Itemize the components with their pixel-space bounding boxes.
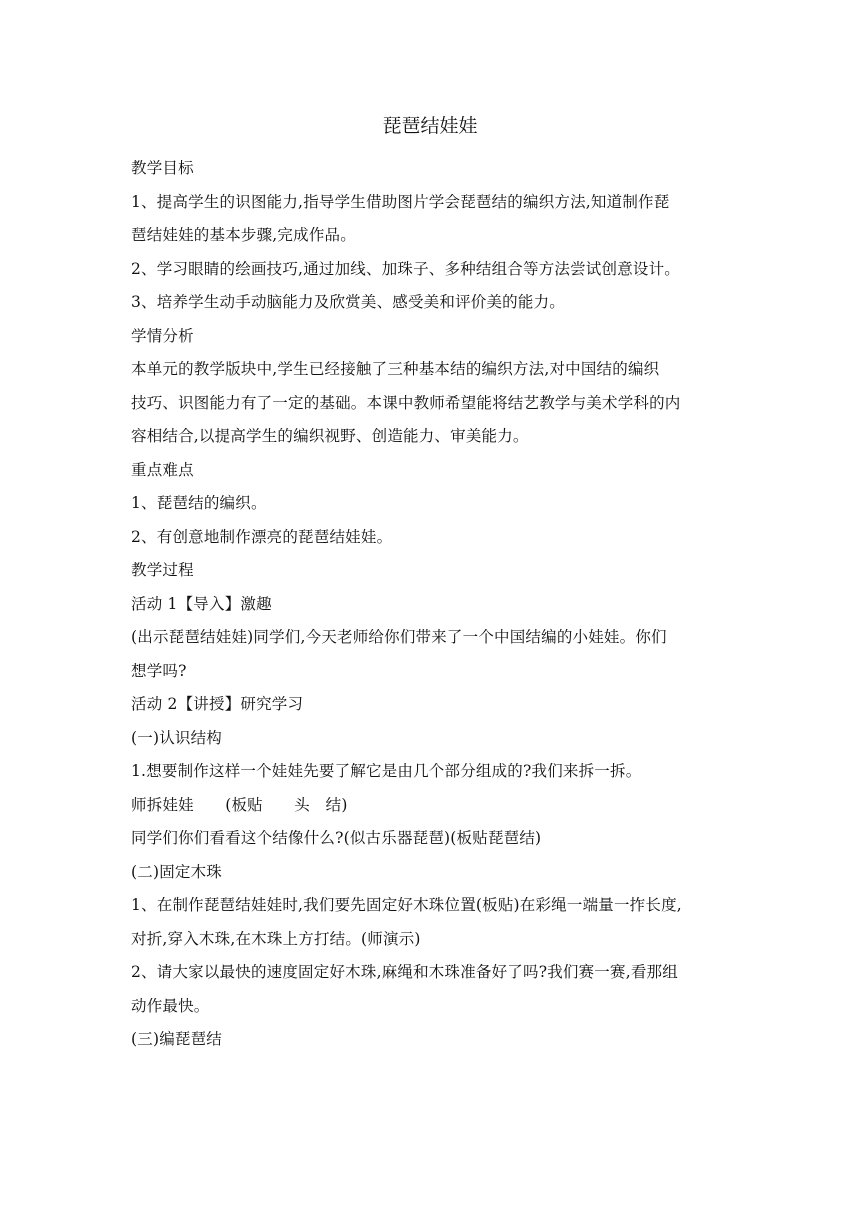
paragraph-line: 动作最快。	[131, 996, 210, 1015]
paragraph-line: 1、琵琶结的编织。	[131, 494, 267, 512]
paragraph-line: 2、有创意地制作漂亮的琵琶结娃娃。	[131, 527, 393, 546]
paragraph-line: 1.想要制作这样一个娃娃先要了解它是由几个部分组成的?我们来拆一拆。	[131, 762, 642, 780]
paragraph-line: 技巧、识图能力有了一定的基础。本课中教师希望能将结艺教学与美术学科的内	[131, 393, 681, 412]
section-heading-process: 教学过程	[131, 561, 194, 579]
activity-heading: 活动 2【讲授】研究学习	[131, 695, 304, 713]
subsection-heading: (一)认识结构	[131, 728, 222, 747]
subsection-heading: (三)编琵琶结	[131, 1030, 222, 1048]
paragraph-line: 同学们你们看看这个结像什么?(似古乐器琵琶)(板贴琵琶结)	[131, 829, 542, 847]
paragraph-line: 1、提高学生的识图能力,指导学生借助图片学会琵琶结的编织方法,知道制作琵	[131, 192, 670, 211]
paragraph-line: (出示琵琶结娃娃)同学们,今天老师给你们带来了一个中国结编的小娃娃。你们	[131, 628, 667, 646]
section-heading-analysis: 学情分析	[131, 326, 194, 345]
paragraph-line: 本单元的教学版块中,学生已经接触了三种基本结的编织方法,对中国结的编织	[131, 360, 660, 378]
paragraph-line: 师拆娃娃 (板贴 头 结)	[131, 795, 348, 814]
paragraph-line: 2、请大家以最快的速度固定好木珠,麻绳和木珠准备好了吗?我们赛一赛,看那组	[131, 963, 678, 981]
paragraph-line: 想学吗?	[131, 661, 187, 680]
section-heading-key-points: 重点难点	[131, 460, 194, 479]
subsection-heading: (二)固定木珠	[131, 862, 222, 881]
paragraph-line: 1、在制作琵琶结娃娃时,我们要先固定好木珠位置(板贴)在彩绳一端量一拃长度,	[131, 896, 682, 914]
paragraph-line: 对折,穿入木珠,在木珠上方打结。(师演示)	[131, 929, 421, 948]
document-body	[131, 152, 731, 1057]
document-title: 琵琶结娃娃	[382, 115, 478, 137]
section-heading-objectives: 教学目标	[131, 159, 194, 177]
paragraph-line: 容相结合,以提高学生的编织视野、创造能力、审美能力。	[131, 427, 529, 445]
activity-heading: 活动 1【导入】激趣	[131, 594, 272, 613]
paragraph-line: 2、学习眼睛的绘画技巧,通过加线、加珠子、多种结组合等方法尝试创意设计。	[131, 259, 680, 278]
paragraph-line: 3、培养学生动手动脑能力及欣赏美、感受美和评价美的能力。	[131, 293, 565, 311]
paragraph-line: 琶结娃娃的基本步骤,完成作品。	[131, 226, 356, 244]
